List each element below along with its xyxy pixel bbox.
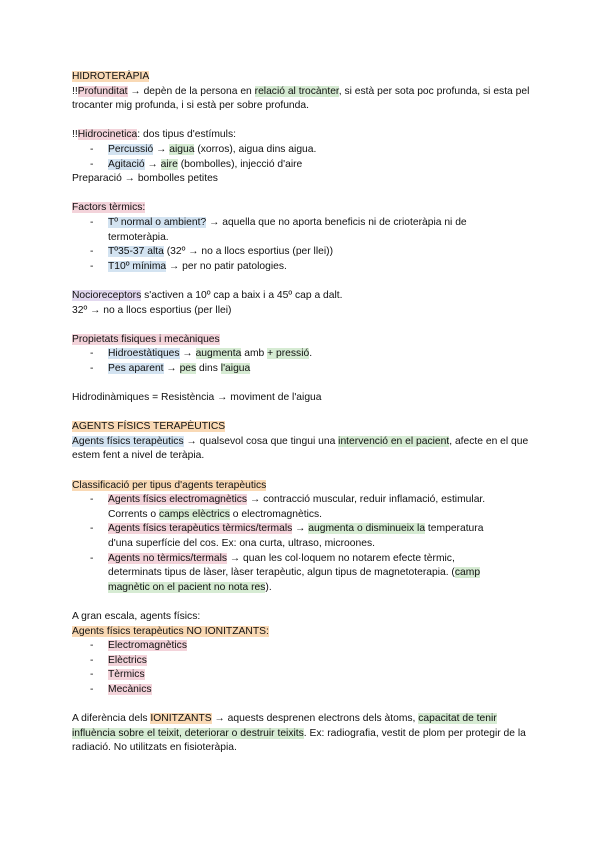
paragraph-gran-escala: A gran escala, agents físics:	[72, 610, 201, 622]
list-item: - T10º mínima → per no patir patologies.	[72, 260, 530, 275]
list-item: - Agents no tèrmics/termals → quan les col·loquem no notarem efecte tèrmic,	[72, 552, 530, 567]
list-item: - Hidroestàtiques → augmenta amb + pressió.	[72, 347, 530, 362]
highlight-trocanter: relació al trocànter	[254, 85, 339, 97]
list-item: - Electromagnètics	[72, 639, 530, 654]
list-item: - Mecànics	[72, 683, 530, 698]
paragraph-preparacio: Preparació → bombolles petites	[72, 173, 218, 185]
section-title-factors: Factors tèrmics:	[72, 202, 146, 214]
list-item: - Agitació → aire (bombolles), injecció d'aire	[72, 158, 530, 173]
section-title-propietats: Propietats fisiques i mecàniques	[72, 333, 220, 345]
list-item: - Percussió → aigua (xorros), aigua dins aigua.	[72, 143, 530, 158]
list-item-continuation: Corrents o camps elèctrics o electromagnètics.	[108, 508, 323, 520]
list-item: - Tèrmics	[72, 668, 530, 683]
paragraph-nocio-line2: 32º → no a llocs esportius (per llei)	[72, 304, 232, 316]
list-item: - Agents físics terapèutics tèrmics/termals → augmenta o disminueix la temperatura	[72, 522, 530, 537]
paragraph-agents-definition: Agents físics terapèutics → qualsevol cosa que tingui una intervenció en el pacient, afecte en el que estem fent a nivel de teràpia.	[72, 435, 529, 462]
list-item: - Pes aparent → pes dins l'aigua	[72, 362, 530, 377]
term-profunditat: Profunditat	[77, 85, 128, 97]
list-item-continuation: magnètic on el pacient no nota res).	[108, 581, 272, 593]
list-item: - Agents físics electromagnètics → contracció muscular, reduir inflamació, estimular.	[72, 493, 530, 508]
paragraph-hidrocinetica: !!Hidrocinetica: dos tipus d'estímuls:	[72, 129, 236, 141]
list-item: - Elèctrics	[72, 654, 530, 669]
list-item: - Tº35-37 alta (32º → no a llocs esportius (per llei))	[72, 245, 530, 260]
list-item: - Tº normal o ambient? → aquella que no aporta beneficis ni de crioteràpia ni de	[72, 216, 530, 231]
paragraph-nocioreceptors: Nocioreceptors s'activen a 10º cap a baix i a 45º cap a dalt.	[72, 289, 343, 301]
section-title-agents: AGENTS FÍSICS TERAPÈUTICS	[72, 421, 226, 433]
section-title-no-ionitzants: Agents físics terapèutics NO IONITZANTS:	[72, 625, 269, 637]
list-item-continuation: determinats tipus de làser, làser terapèutic, algun tipus de magnetoterapia. (camp	[108, 567, 481, 579]
term-hidrocinetica: Hidrocinetica	[77, 129, 138, 141]
list-item-continuation: termoteràpia.	[108, 231, 169, 243]
paragraph-hidrodinamiques: Hidrodinàmiques = Resistència → moviment de l'aigua	[72, 392, 322, 404]
section-title-hidroterapia: HIDROTERÀPIA	[72, 71, 150, 82]
list-item-continuation: d'una superfície del cos. Ex: ona curta, ultraso, microones.	[108, 538, 375, 549]
paragraph-ionitzants: A diferència dels IONITZANTS → aquests desprenen electrons dels àtoms, capacitat de tenir influència sobre el teixit, deteriorar o destruir teixits. Ex: radiografia, vestit de plom per protegir de la radiació. No utilitzats en fisioteràpia.	[72, 713, 526, 754]
section-title-classificacio: Classificació per tipus d'agents terapèutics	[72, 479, 267, 491]
paragraph-profunditat: !!Profunditat → depèn de la persona en relació al trocànter, si està per sota poc profunda, si esta pel trocanter mig profunda, i si està per sobre profunda.	[72, 85, 530, 112]
